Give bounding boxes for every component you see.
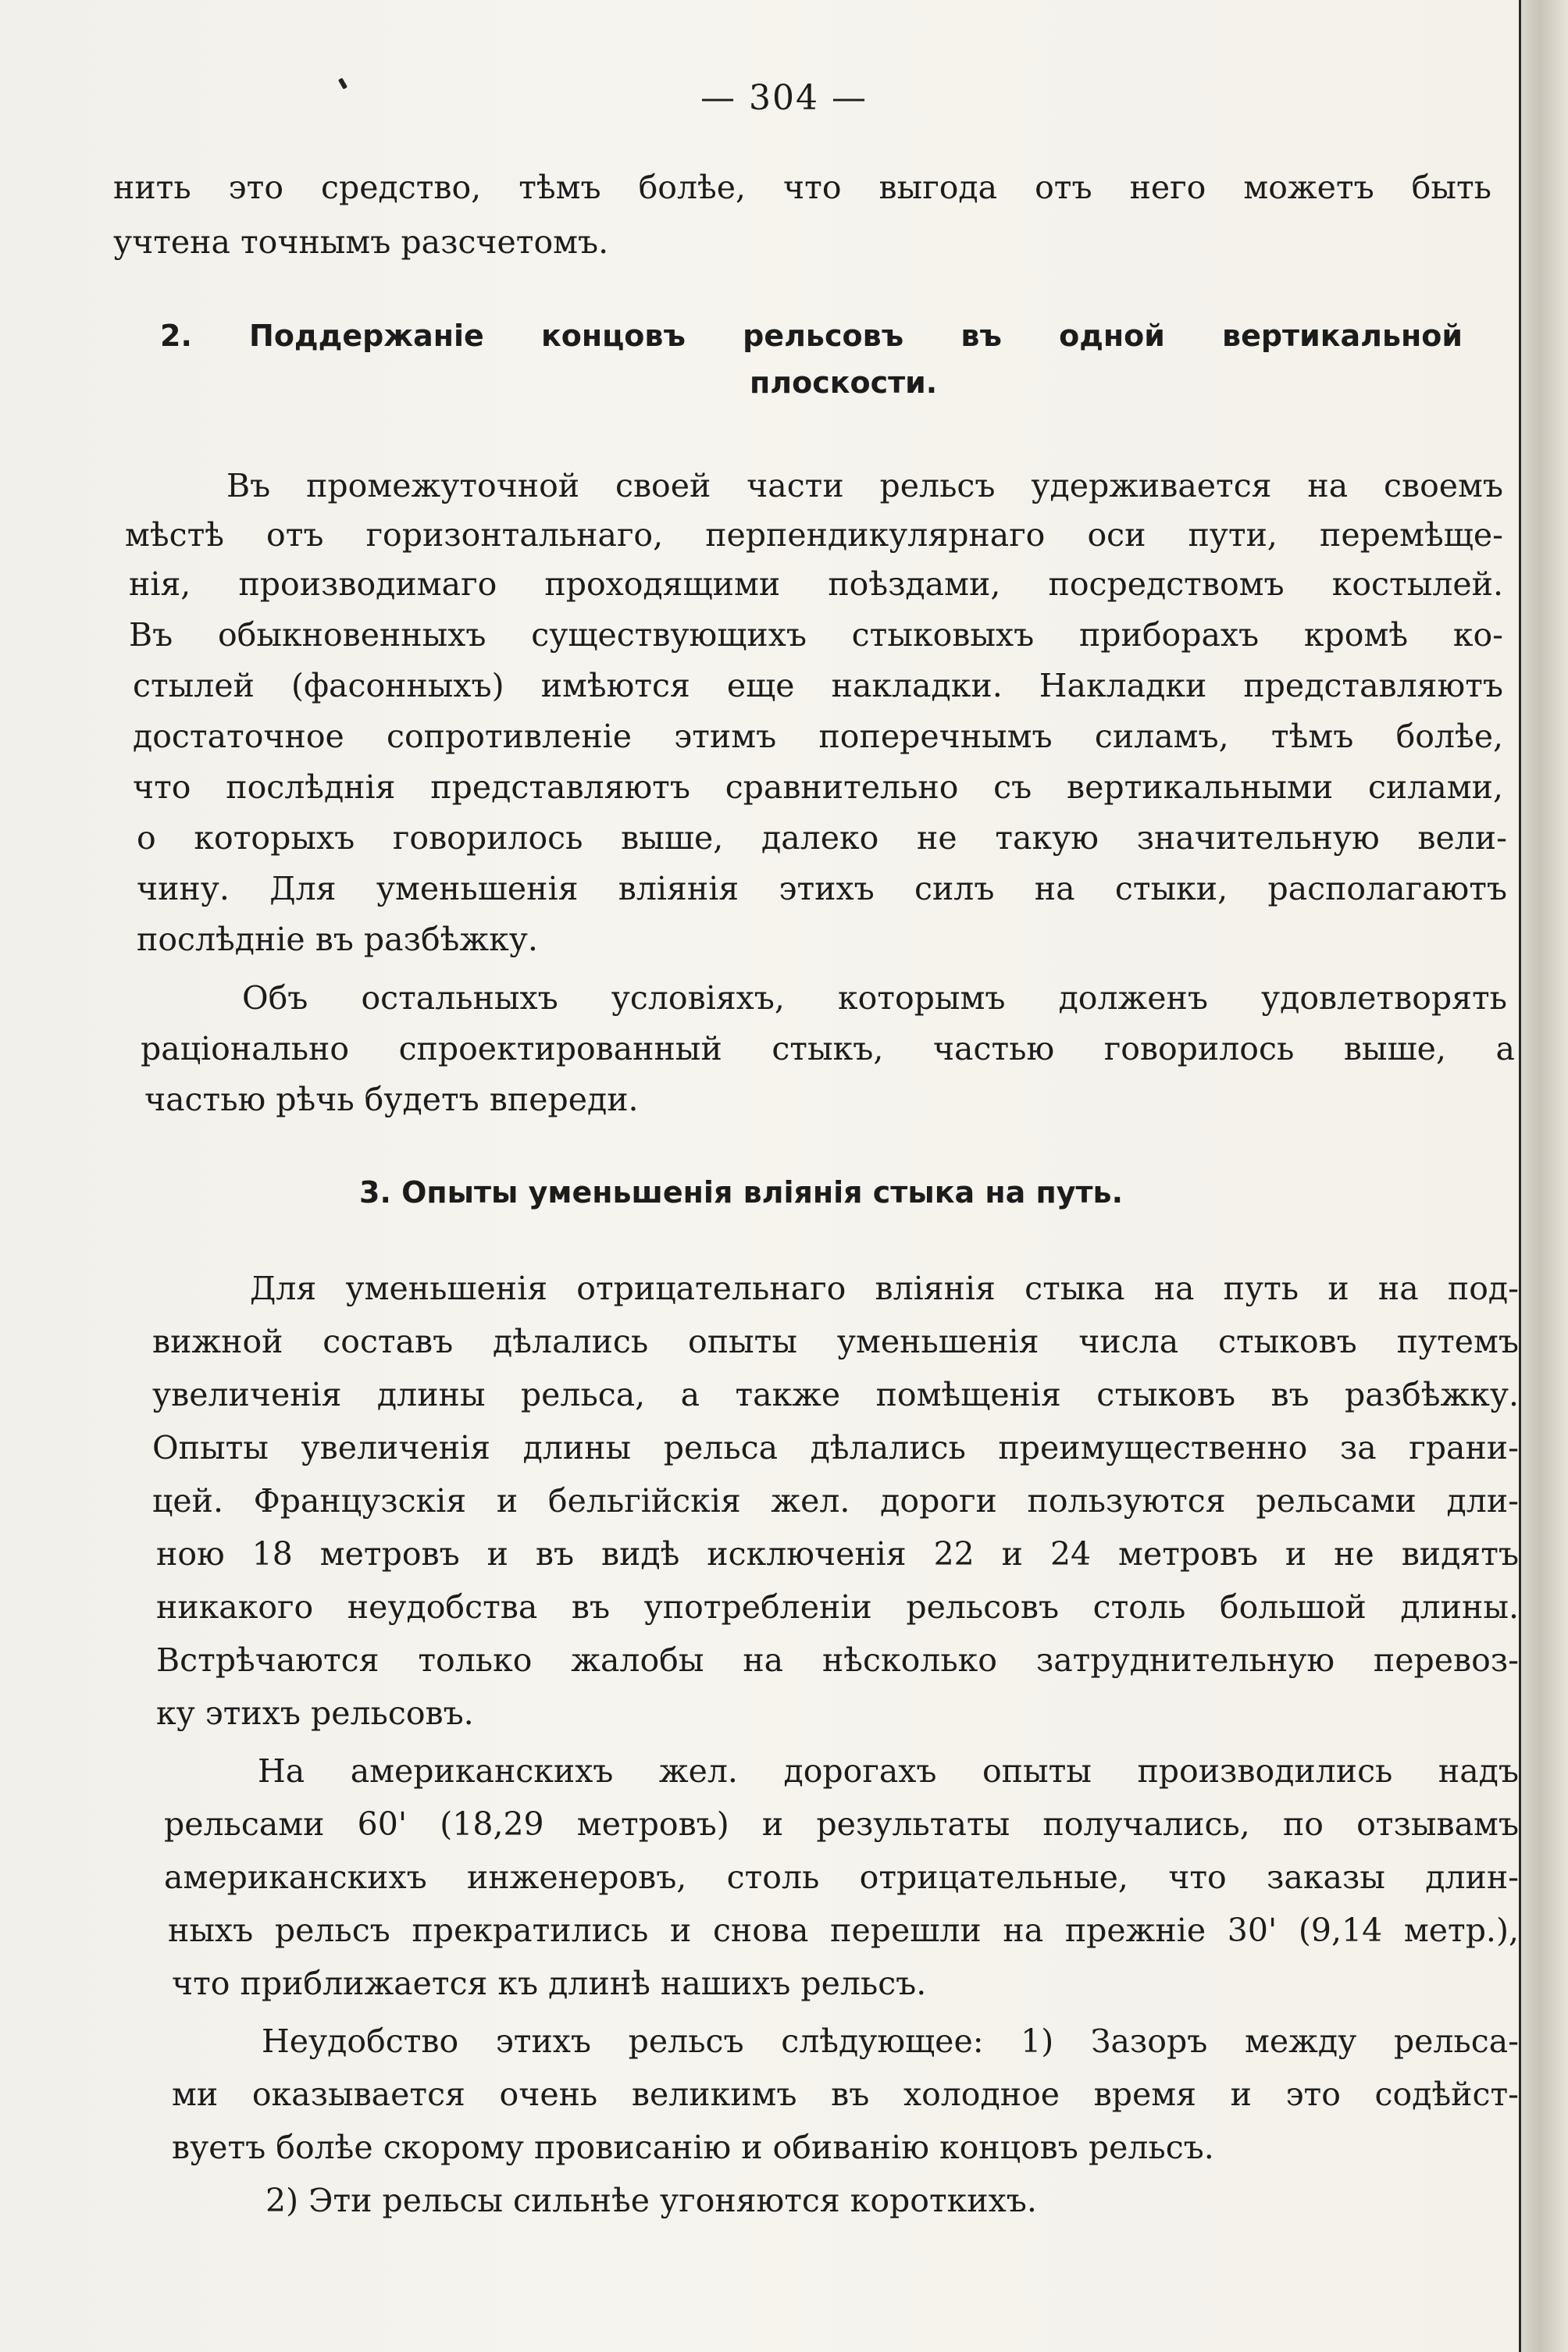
text-line: стылей (фасонныхъ) имѣются еще накладки. Накладки представляютъ bbox=[133, 667, 1503, 704]
text-line: Опыты увеличенія длины рельса дѣлались преимущественно за грани- bbox=[152, 1429, 1519, 1466]
text-line: ною 18 метровъ и въ видѣ исключенія 22 и 24 метровъ и не видятъ bbox=[156, 1535, 1519, 1573]
text-line: послѣдніе въ разбѣжку. bbox=[137, 921, 538, 958]
text-line: На американскихъ жел. дорогахъ опыты производились надъ bbox=[258, 1752, 1519, 1790]
text-line: 2) Эти рельсы сильнѣе угоняются короткихъ. bbox=[265, 2182, 1037, 2219]
text-line: Въ промежуточной своей части рельсъ удерживается на своемъ bbox=[226, 467, 1503, 504]
text-line: американскихъ инженеровъ, столь отрицательные, что заказы длин- bbox=[164, 1858, 1519, 1896]
text-line: ми оказывается очень великимъ въ холодное время и это содѣйст- bbox=[172, 2076, 1519, 2113]
book-spine bbox=[1519, 0, 1568, 2352]
section-heading-line: 2. Поддержаніе концовъ рельсовъ въ одной вертикальной bbox=[160, 319, 1463, 353]
text-line: о которыхъ говорилось выше, далеко не такую значительную вели- bbox=[137, 819, 1507, 857]
text-line: рельсами 60' (18,29 метровъ) и результаты получались, по отзывамъ bbox=[164, 1805, 1519, 1843]
text-line: мѣстѣ отъ горизонтальнаго, перпендикулярнаго оси пути, перемѣще- bbox=[125, 516, 1503, 554]
text-line: что послѣднія представляютъ сравнительно съ вертикальными силами, bbox=[133, 768, 1503, 806]
text-line: Для уменьшенія отрицательнаго вліянія стыка на путь и на под- bbox=[250, 1270, 1519, 1307]
text-line: вуетъ болѣе скорому провисанію и обиванію концовъ рельсъ. bbox=[172, 2129, 1214, 2166]
page-number: — 304 — bbox=[700, 78, 868, 118]
text-line: Въ обыкновенныхъ существующихъ стыковыхъ приборахъ кромѣ ко- bbox=[129, 616, 1503, 654]
text-line: вижной составъ дѣлались опыты уменьшенія числа стыковъ путемъ bbox=[152, 1323, 1519, 1360]
section-heading-line: 3. Опыты уменьшенія вліянія стыка на путь. bbox=[359, 1175, 1123, 1210]
text-line: учтена точнымъ разсчетомъ. bbox=[113, 223, 609, 261]
section-heading-line: плоскости. bbox=[750, 365, 938, 400]
text-line: никакого неудобства въ употребленіи рельсовъ столь большой длины. bbox=[156, 1588, 1519, 1626]
text-line: увеличенія длины рельса, а также помѣщенія стыковъ въ разбѣжку. bbox=[152, 1376, 1519, 1413]
text-line: достаточное сопротивленіе этимъ поперечнымъ силамъ, тѣмъ болѣе, bbox=[133, 718, 1503, 755]
text-line: цей. Французскія и бельгійскія жел. дороги пользуются рельсами дли- bbox=[152, 1482, 1519, 1520]
text-line: что приближается къ длинѣ нашихъ рельсъ. bbox=[172, 1965, 927, 2002]
text-line: нія, производимаго проходящими поѣздами, посредствомъ костылей. bbox=[129, 565, 1503, 603]
text-line: раціонально спроектированный стыкъ, частью говорилось выше, а bbox=[141, 1030, 1515, 1067]
text-line: ныхъ рельсъ прекратились и снова перешли на прежніе 30' (9,14 метр.), bbox=[168, 1912, 1519, 1949]
text-line: Встрѣчаются только жалобы на нѣсколько затруднительную перевоз- bbox=[156, 1641, 1519, 1679]
text-line: чину. Для уменьшенія вліянія этихъ силъ на стыки, располагаютъ bbox=[137, 870, 1507, 907]
text-line: Неудобство этихъ рельсъ слѣдующее: 1) Зазоръ между рельса- bbox=[262, 2022, 1519, 2060]
text-line: частью рѣчь будетъ впереди. bbox=[144, 1081, 639, 1118]
text-line: Объ остальныхъ условіяхъ, которымъ долженъ удовлетворять bbox=[242, 979, 1507, 1017]
text-line: нить это средство, тѣмъ болѣе, что выгода отъ него можетъ быть bbox=[113, 169, 1491, 206]
text-line: ку этихъ рельсовъ. bbox=[156, 1695, 474, 1732]
